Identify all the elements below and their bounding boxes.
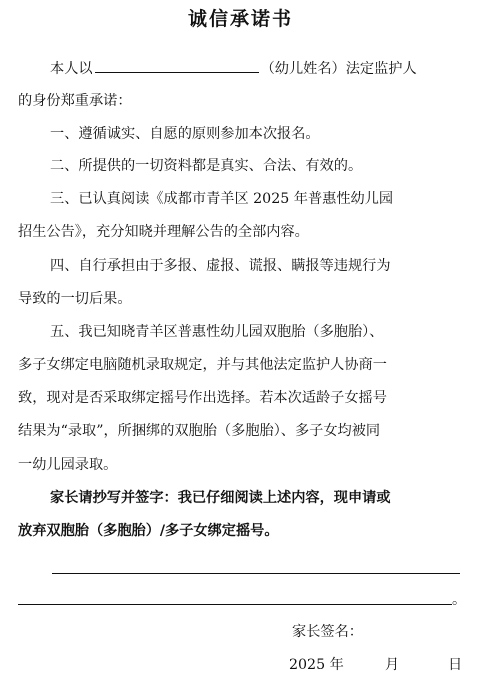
intro-continuation: 的身份郑重承诺： [18,93,132,109]
signature-label: 家长签名： [292,624,363,640]
item-3-line-1: 三、已认真阅读《成都市青羊区 2025 年普惠性幼儿园 [50,191,394,207]
item-5-line-4: 结果为“录取”，所捆绑的双胞胎（多胞胎）、多子女均被同 [18,423,381,439]
intro-suffix: （幼儿姓名）法定监护人 [260,61,417,77]
document-title: 诚信承诺书 [187,8,293,30]
item-4-line-2: 导致的一切后果。 [18,291,132,307]
item-2-line-1: 二、所提供的一切资料都是真实、合法、有效的。 [50,158,363,174]
item-5-line-5: 一幼儿园录取。 [18,457,118,473]
item-4-line-1: 四、自行承担由于多报、虚报、谎报、瞒报等违规行为 [50,258,391,274]
date-year: 2025 年 [289,657,344,673]
instruction-line-1: 家长请抄写并签字：我已仔细阅读上述内容，现申请或 [50,490,391,506]
child-name-blank[interactable] [95,58,259,73]
item-1-line-1: 一、遵循诚实、自愿的原则参加本次报名。 [50,126,320,142]
end-period: 。 [452,592,467,608]
intro-line [50,58,417,79]
item-3-line-2: 招生公告》，充分知晓并理解公告的全部内容。 [18,224,309,240]
item-5-line-1: 五、我已知晓青羊区普惠性幼儿园双胞胎（多胞胎）、 [50,324,384,340]
date-month: 月 [385,657,400,673]
intro-prefix: 本人以 [50,61,93,77]
handwriting-line-1[interactable] [52,573,460,574]
instruction-line-2: 放弃双胞胎（多胞胎）/多子女绑定摇号。 [18,523,279,539]
handwriting-line-2[interactable] [18,604,452,605]
item-5-line-3: 致，现对是否采取绑定摇号作出选择。若本次适龄子女摇号 [18,390,387,406]
item-5-line-2: 多子女绑定电脑随机录取规定，并与其他法定监护人协商一 [18,357,387,373]
date-day: 日 [448,657,463,673]
